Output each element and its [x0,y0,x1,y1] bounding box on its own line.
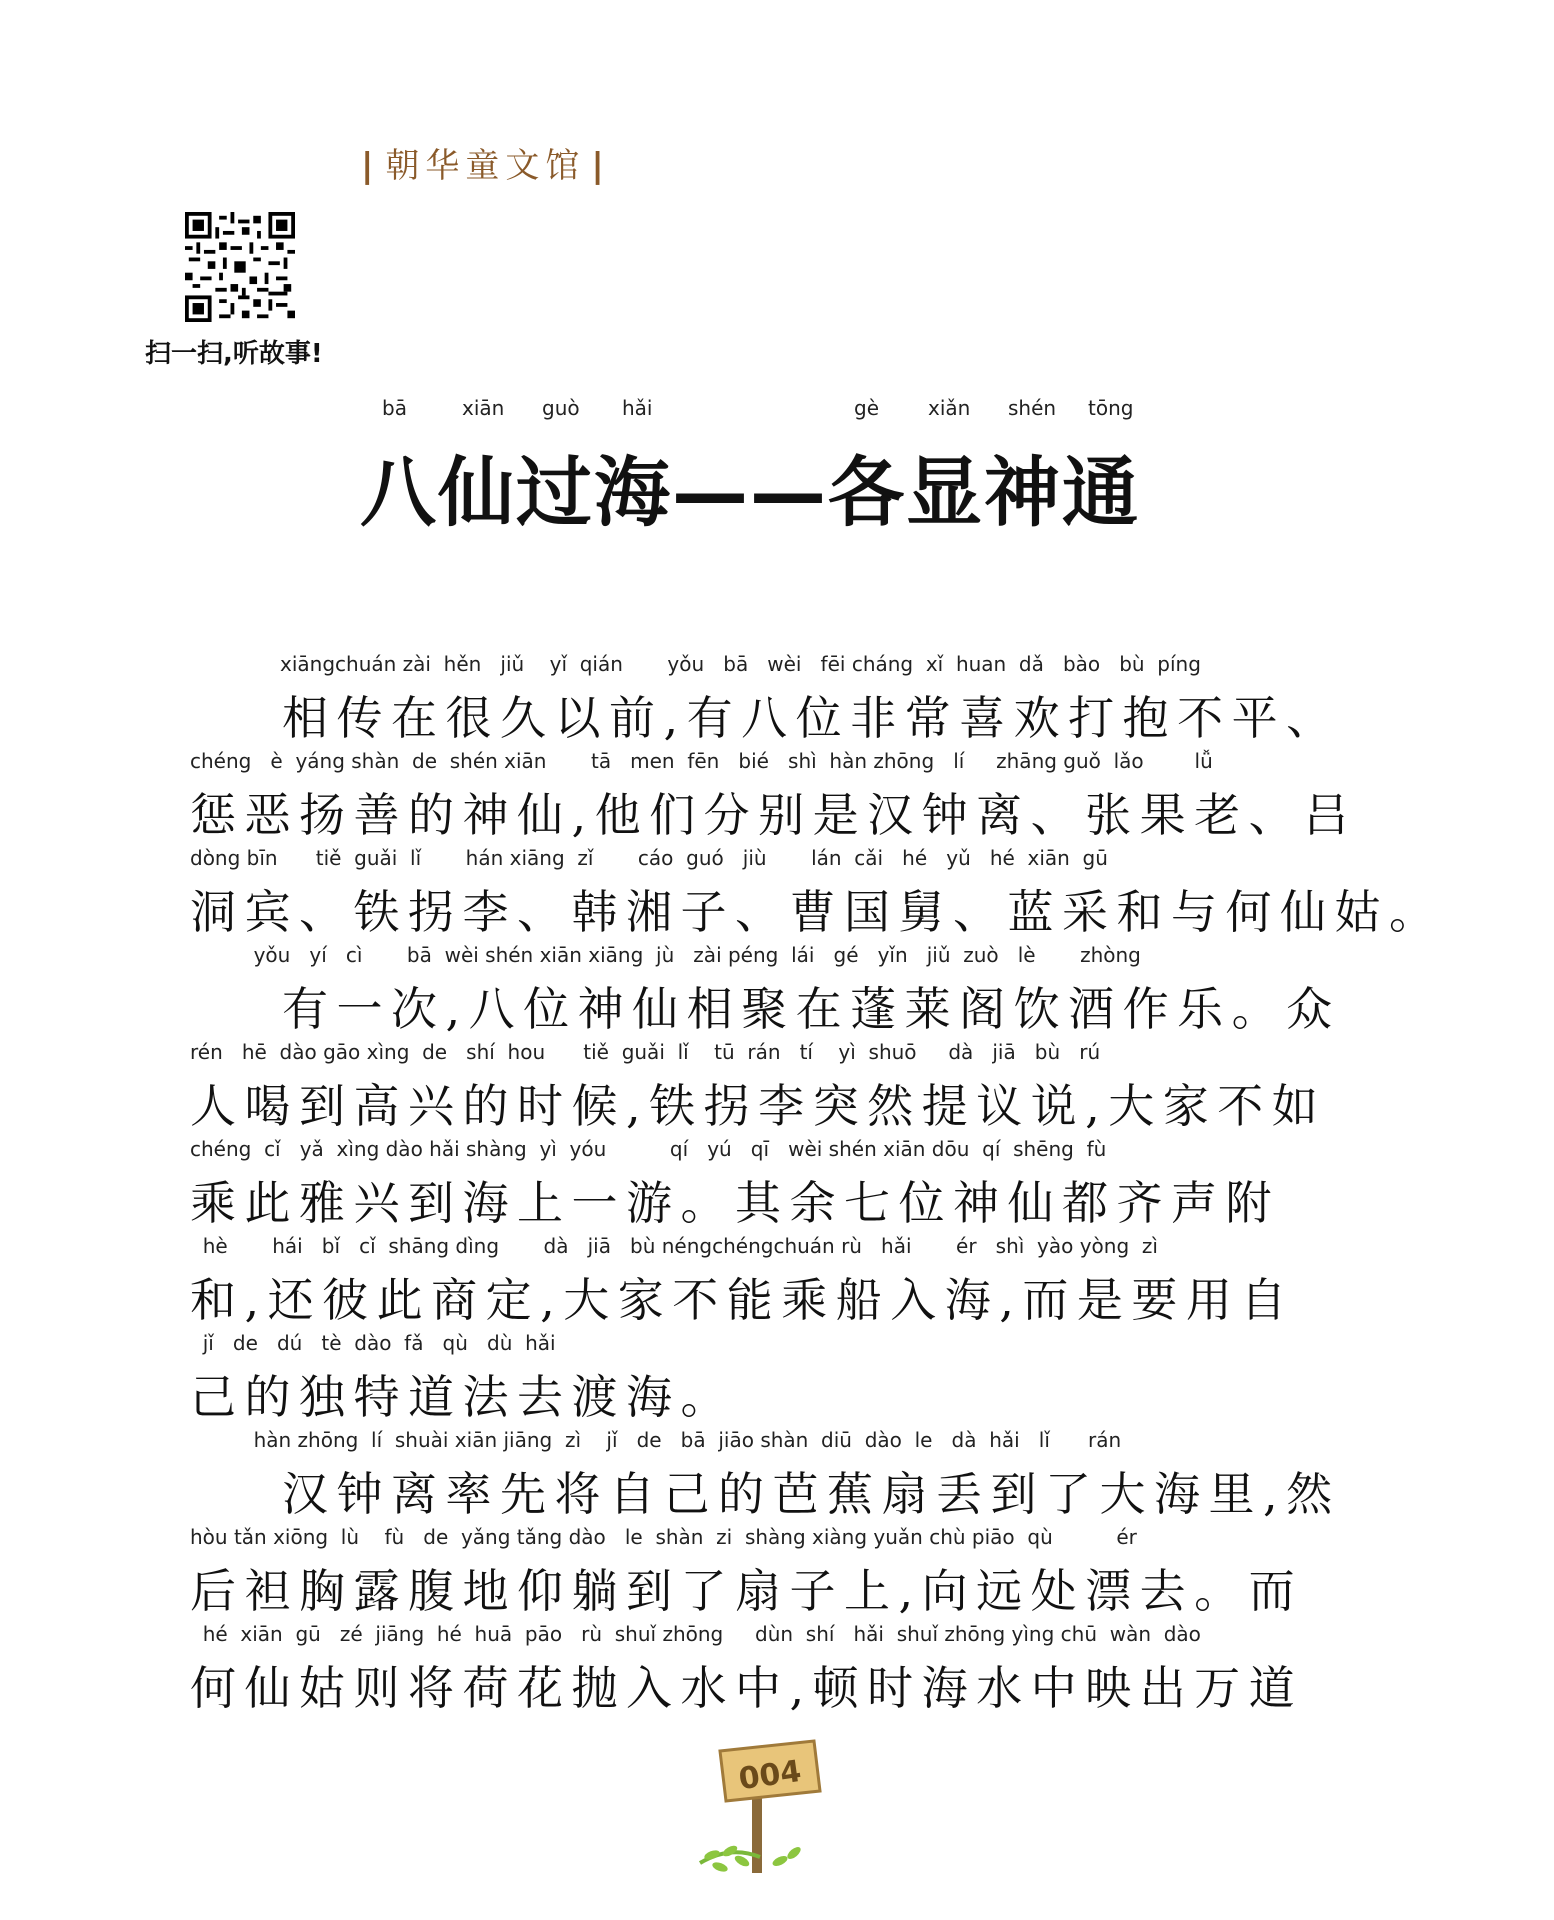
scan-caption: 扫一扫,听故事! [145,339,323,369]
text-line [190,1234,1335,1327]
text-line [190,846,1444,939]
pinyin-line: chéng è yáng shàn de shén xiān tā men fēn bié shì hàn zhōng lí zhāng guǒ lǎo lǚ [190,749,1213,773]
title-pinyin-syllable: guò [542,396,580,420]
title-pinyin-syllable: shén [1008,396,1057,420]
text-line [190,1428,1341,1521]
page-number: 004 [736,1753,804,1798]
text-line [190,1525,1335,1618]
title-pinyin-syllable: tōng [1088,396,1134,420]
qr-code-icon[interactable] [185,212,295,322]
text-line [190,749,1358,842]
title-pinyin-syllable: xiǎn [928,396,971,420]
text-line [190,652,1341,745]
pinyin-line: rén hē dào gāo xìng de shí hou tiě guǎi lǐ tū rán tí yì shuō dà jiā bù rú [190,1040,1101,1064]
pinyin-line: hè hái bǐ cǐ shāng dìng dà jiā bù néngchéngchuán rù hǎi ér shì yào yòng zì [190,1234,1158,1258]
text-line [190,1137,1335,1230]
chinese-line: 后袒胸露腹地仰躺到了扇子上,向远处漂去。而 [190,1564,1304,1618]
pinyin-line: yǒu yí cì bā wèi shén xiān xiāng jù zài péng lái gé yǐn jiǔ zuò lè zhòng [190,943,1141,967]
text-line [190,943,1341,1036]
pinyin-line: hé xiān gū zé jiāng hé huā pāo rù shuǐ zhōng dùn shí hǎi shuǐ zhōng yìng chū wàn dào [190,1622,1201,1646]
brand-name: 朝华童文馆 [385,146,586,186]
chinese-line: 惩恶扬善的神仙,他们分别是汉钟离、张果老、吕 [190,788,1358,842]
pinyin-line: jǐ de dú tè dào fǎ qù dù hǎi [190,1331,556,1355]
text-line [190,1622,1335,1715]
title-pinyin [360,396,1160,424]
chinese-line: 人喝到高兴的时候,铁拐李突然提议说,大家不如 [190,1079,1327,1133]
divider-left: | [361,146,380,186]
title-pinyin-syllable: gè [854,396,879,420]
pinyin-line: hàn zhōng lí shuài xiān jiāng zì jǐ de bā jiāo shàn diū dào le dà hǎi lǐ rán [190,1428,1122,1452]
pinyin-line: chéng cǐ yǎ xìng dào hǎi shàng yì yóu qí yú qī wèi shén xiān dōu qí shēng fù [190,1137,1107,1161]
brand-header [355,138,616,187]
title-pinyin-syllable: xiān [462,396,505,420]
chinese-line: 和,还彼此商定,大家不能乘船入海,而是要用自 [190,1273,1295,1327]
story-title [360,396,1160,537]
pinyin-line: dòng bīn tiě guǎi lǐ hán xiāng zǐ cáo guó jiù lán cǎi hé yǔ hé xiān gū [190,846,1108,870]
title-pinyin-syllable: hǎi [622,396,653,420]
chinese-line: 有一次,八位神仙相聚在蓬莱阁饮酒作乐。众 [282,982,1341,1036]
chinese-line: 己的独特道法去渡海。 [190,1370,735,1424]
title-text: 八仙过海——各显神通 [360,448,1140,537]
text-line [190,1331,1335,1424]
chinese-line: 相传在很久以前,有八位非常喜欢打抱不平、 [282,691,1341,745]
text-line [190,1040,1335,1133]
title-pinyin-syllable: bā [382,396,407,420]
chinese-line: 洞宾、铁拐李、韩湘子、曹国舅、蓝采和与何仙姑。 [190,885,1444,939]
chinese-line: 何仙姑则将荷花抛入水中,顿时海水中映出万道 [190,1661,1304,1715]
pinyin-line: hòu tǎn xiōng lù fù de yǎng tǎng dào le shàn zi shàng xiàng yuǎn chù piāo qù ér [190,1525,1137,1549]
chinese-line: 汉钟离率先将自己的芭蕉扇丢到了大海里,然 [282,1467,1341,1521]
divider-right: | [591,146,610,186]
pinyin-line: xiāngchuán zài hěn jiǔ yǐ qián yǒu bā wèi fēi cháng xǐ huan dǎ bào bù píng [280,652,1201,676]
chinese-line: 乘此雅兴到海上一游。其余七位神仙都齐声附 [190,1176,1280,1230]
